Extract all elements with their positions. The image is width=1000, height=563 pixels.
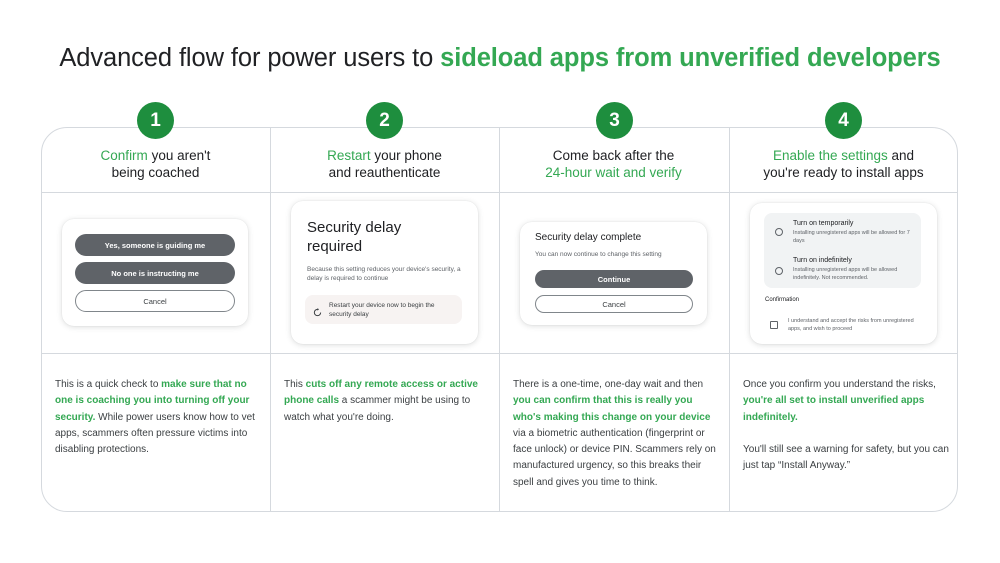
step-1-header-line2: being coached	[111, 165, 200, 180]
step-4-header	[729, 147, 958, 181]
cancel-button[interactable]: Cancel	[535, 295, 693, 313]
continue-button[interactable]: Continue	[535, 270, 693, 288]
page-title	[0, 44, 1000, 73]
step-4-header-line2: you're ready to install apps	[763, 165, 924, 180]
restart-device-text: Restart your device now to begin the security delay	[329, 302, 435, 318]
accept-risks-checkbox[interactable]	[770, 321, 778, 329]
step-4-header-text: and	[887, 148, 915, 163]
step-2-desc-text2: a scammer might be using to watch what you're doing.	[284, 395, 471, 423]
step-4-badge: 4	[825, 102, 862, 139]
security-delay-description: Because this setting reduces your device's security, a delay is required to continue	[307, 266, 461, 282]
install-settings-dialog	[750, 203, 937, 344]
security-delay-title	[307, 218, 401, 256]
step-1-desc-text: This is a quick check to	[55, 379, 162, 390]
turn-on-temporarily-option[interactable]	[764, 213, 921, 250]
step-2-desc-highlight: cuts off any remote access or active phone calls	[284, 379, 478, 407]
step-4-desc-text: Once you confirm you understand the risks,	[743, 379, 936, 390]
delay-complete-dialog	[520, 222, 707, 325]
step-1-desc-text2: While power users know how to vet apps, scammers often pressure victims into disabling protections.	[55, 411, 255, 456]
turn-on-indefinitely-option[interactable]	[764, 251, 921, 288]
option-description: Installing unregistered apps will be allowed for 7 days	[793, 230, 910, 244]
title-prefix: Advanced flow for power users to	[59, 44, 441, 72]
step-3-description	[513, 377, 720, 491]
step-2-desc-text: This	[284, 379, 306, 390]
step-3-badge: 3	[596, 102, 633, 139]
title-highlight: sideload apps from unverified developers	[440, 44, 941, 72]
step-2-header	[270, 147, 499, 181]
step-1-desc-highlight: make sure that no one is coaching you into turning off your security.	[55, 379, 250, 423]
step-4-desc-highlight: you're all set to install unverified apps indefinitely.	[743, 395, 925, 423]
step-3-header	[499, 147, 728, 181]
radio-button[interactable]	[775, 228, 783, 236]
step-1-description	[55, 377, 262, 458]
step-4-desc-text2: You'll still see a warning for safety, but you can just tap “Install Anyway.”	[743, 444, 949, 472]
step-3-desc-text2: via a biometric authentication (fingerprint or face unlock) or device PIN. Scammers rely on manufactured urgency, so this breaks their spell and gives you time to think.	[513, 427, 716, 488]
delay-complete-title: Security delay complete	[535, 232, 642, 243]
step-2-badge: 2	[366, 102, 403, 139]
confirmation-label: Confirmation	[765, 297, 800, 303]
security-delay-title-line2: required	[307, 238, 363, 255]
step-1-header-text: you aren't	[147, 148, 211, 163]
delay-complete-description: You can now continue to change this setting	[535, 251, 662, 258]
step-3-header-highlight: 24-hour wait and verify	[545, 165, 682, 180]
step-3-header-line1: Come back after the	[552, 148, 675, 163]
step-4-header-highlight: Enable the settings	[772, 148, 888, 163]
column-divider	[270, 127, 271, 512]
step-2-description	[284, 377, 489, 426]
step-2-header-line2: and reauthenticate	[328, 165, 441, 180]
coaching-check-dialog	[62, 219, 248, 326]
no-one-instructing-button[interactable]: No one is instructing me	[75, 262, 235, 284]
yes-guided-button[interactable]: Yes, someone is guiding me	[75, 234, 235, 256]
option-description: Installing unregistered apps will be allowed indefinitely. Not recommended.	[793, 267, 898, 281]
step-3-desc-highlight: you can confirm that this is really you who's making this change on your device	[513, 395, 711, 423]
security-delay-title-line1: Security delay	[307, 219, 402, 236]
restart-device-row[interactable]	[305, 295, 462, 324]
step-3-desc-text: There is a one-time, one-day wait and then	[513, 379, 704, 390]
cancel-button[interactable]: Cancel	[75, 290, 235, 312]
step-1-header	[41, 147, 270, 181]
restart-icon	[313, 304, 322, 313]
accept-risks-text: I understand and accept the risks from unregistered apps, and wish to proceed	[788, 318, 914, 332]
column-divider	[729, 127, 730, 512]
step-2-header-text: your phone	[370, 148, 442, 163]
step-4-description	[743, 377, 951, 475]
security-delay-dialog	[291, 201, 478, 344]
option-title: Turn on temporarily	[793, 220, 854, 227]
step-1-badge: 1	[137, 102, 174, 139]
radio-button[interactable]	[775, 267, 783, 275]
option-title: Turn on indefinitely	[793, 257, 852, 264]
step-2-header-highlight: Restart	[327, 148, 371, 163]
column-divider	[499, 127, 500, 512]
option-list	[764, 213, 921, 288]
step-1-header-highlight: Confirm	[100, 148, 148, 163]
